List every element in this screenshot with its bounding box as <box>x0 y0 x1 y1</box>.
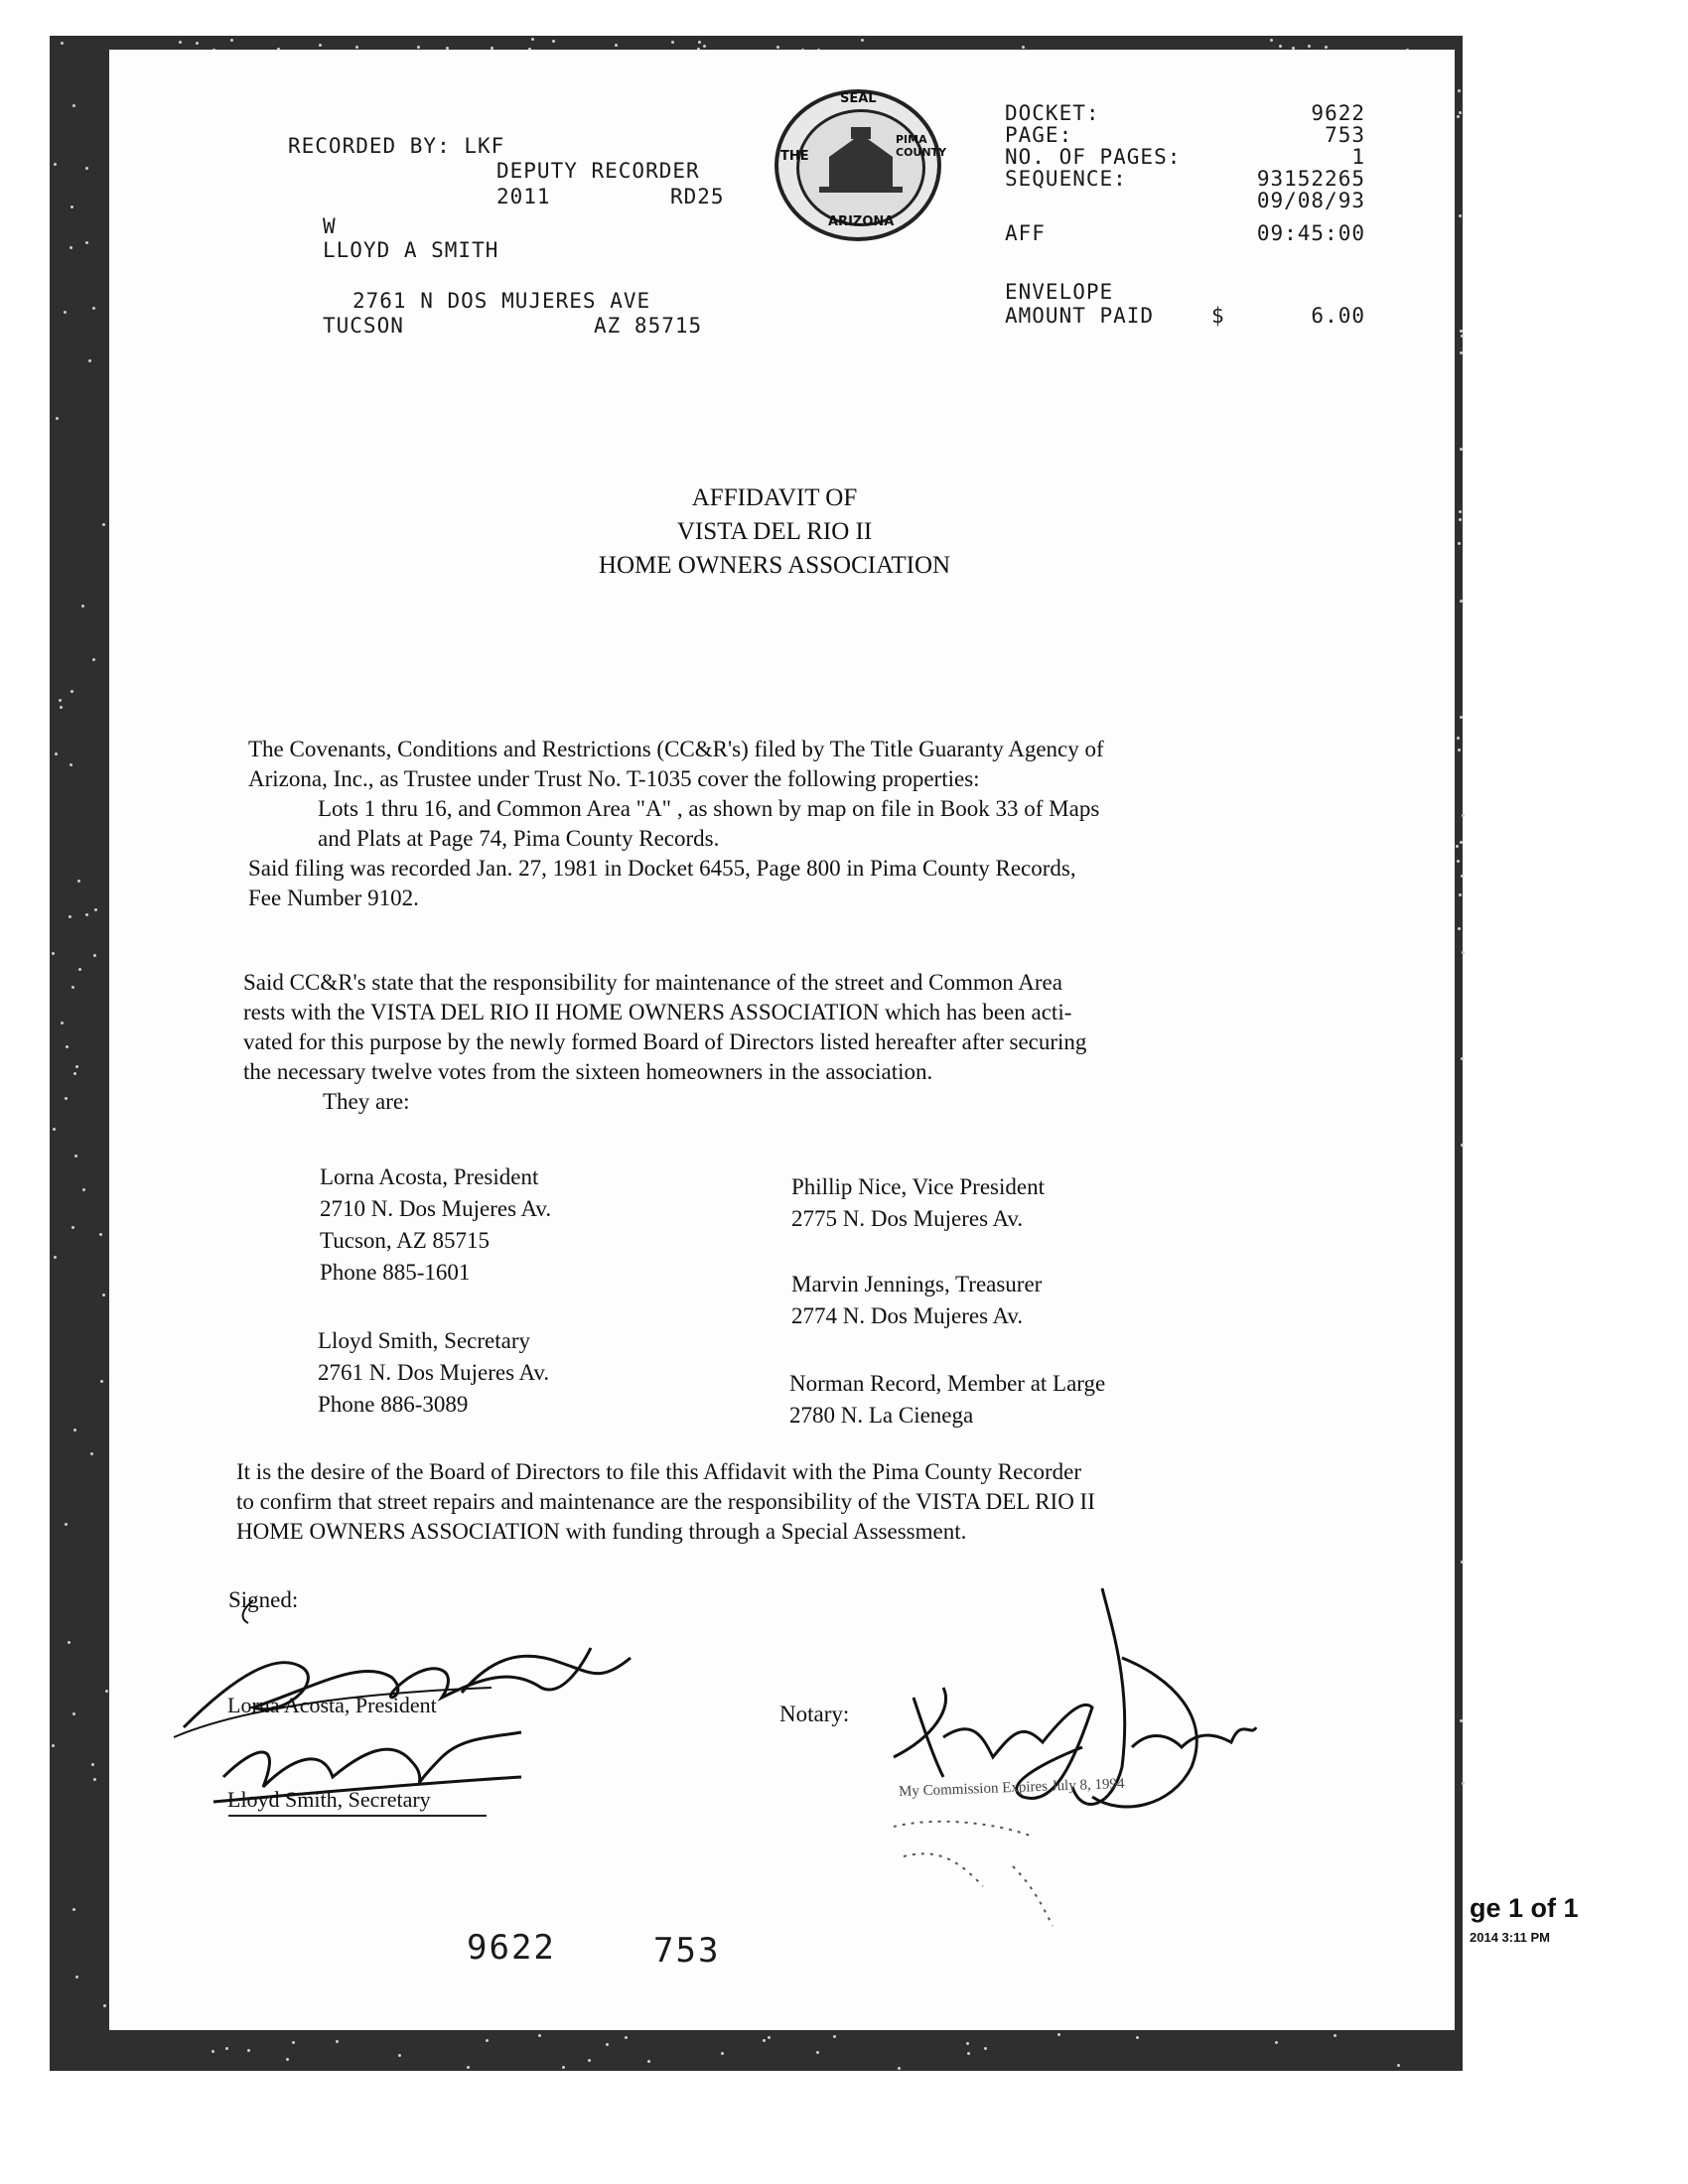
scan-speck <box>1462 1782 1465 1785</box>
scan-speck <box>625 2036 628 2039</box>
scan-speck <box>230 39 233 42</box>
no-of-pages-value: 1 <box>1351 145 1365 169</box>
recorded-state-zip: AZ 85715 <box>594 314 703 338</box>
scan-speck <box>703 45 706 48</box>
p1-line-3: Lots 1 thru 16, and Common Area "A" , as shown by map on file in Book 33 of Maps <box>318 796 1100 821</box>
scan-speck <box>763 2039 766 2042</box>
title-line-3: HOME OWNERS ASSOCIATION <box>598 552 951 579</box>
record-time: 09:45:00 <box>1256 221 1365 245</box>
paragraph-1 <box>248 735 1104 913</box>
amount-paid-label: AMOUNT PAID <box>1005 304 1155 328</box>
scan-speck <box>1462 951 1465 954</box>
scan-speck <box>55 752 58 755</box>
member-line: Phone 886-3089 <box>318 1392 469 1417</box>
p1-line-2: Arizona, Inc., as Trustee under Trust No. T-1035 cover the following properties: <box>248 766 980 791</box>
member-line: 2761 N. Dos Mujeres Av. <box>318 1360 550 1385</box>
member-line: Phone 885-1601 <box>320 1260 471 1285</box>
scan-speck <box>286 2058 289 2061</box>
scan-speck <box>1275 2041 1278 2044</box>
scan-speck <box>1459 111 1462 114</box>
p2-line-2: rests with the VISTA DEL RIO II HOME OWNERS ASSOCIATION which has been acti- <box>243 1000 1072 1024</box>
scan-speck <box>292 2041 295 2044</box>
signer-2-caption: Lloyd Smith, Secretary <box>227 1787 431 1812</box>
signer-1-caption: Lorna Acosta, President <box>227 1693 437 1717</box>
scan-speck <box>74 1155 77 1158</box>
scan-speck <box>72 1908 75 1911</box>
paragraph-2 <box>243 968 1086 1117</box>
seal-emblem <box>799 112 922 223</box>
aff-label: AFF <box>1005 221 1046 245</box>
scan-speck <box>1457 860 1460 863</box>
no-of-pages-label: NO. OF PAGES: <box>1005 145 1182 169</box>
scan-speck <box>1397 2064 1400 2067</box>
scan-speck <box>1325 46 1328 49</box>
scan-speck <box>1462 814 1465 817</box>
scan-speck <box>56 417 59 420</box>
recorded-address: 2761 N DOS MUJERES AVE <box>352 289 651 313</box>
p2-line-1: Said CC&R's state that the responsibility for maintenance of the street and Common Area <box>243 970 1062 995</box>
currency-symbol: $ <box>1211 304 1225 328</box>
recorded-by: RECORDED BY: LKF <box>288 134 505 158</box>
scan-speck <box>54 1256 57 1259</box>
seal-inner-ring <box>796 109 925 226</box>
scan-speck <box>538 2034 541 2037</box>
footer-docket: 9622 <box>467 1928 556 1968</box>
p1-line-1: The Covenants, Conditions and Restrictions (CC&R's) filed by The Title Guaranty Agency of <box>248 737 1104 761</box>
scan-speck <box>73 1429 76 1432</box>
member-line: Phillip Nice, Vice President <box>791 1174 1045 1199</box>
scan-speck <box>70 246 72 249</box>
signed-label: Signed: <box>228 1587 299 1612</box>
scan-speck <box>225 2047 228 2050</box>
header-w: W <box>323 214 337 238</box>
member-norman-record <box>789 1368 1105 1432</box>
scan-speck <box>92 658 95 661</box>
docket-label: DOCKET: <box>1005 101 1100 125</box>
scan-speck <box>671 41 674 44</box>
recorded-city: TUCSON <box>323 314 404 338</box>
title-line-2: VISTA DEL RIO II <box>676 518 873 545</box>
member-line: Lloyd Smith, Secretary <box>318 1328 530 1353</box>
scan-speck <box>54 163 57 166</box>
member-line: 2774 N. Dos Mujeres Av. <box>791 1303 1024 1328</box>
p3-line-1: It is the desire of the Board of Directors to file this Affidavit with the Pima County Recorder <box>236 1459 1082 1484</box>
scan-speck <box>1461 1144 1464 1147</box>
seal-text-left: THE <box>780 149 809 164</box>
county-seal <box>774 89 947 241</box>
scan-speck <box>552 40 555 43</box>
docket-value: 9622 <box>1311 101 1365 125</box>
p2-line-5: They are: <box>323 1089 410 1114</box>
scan-speck <box>53 1128 56 1131</box>
scan-speck <box>1458 927 1461 930</box>
deputy-recorder: DEPUTY RECORDER <box>496 159 700 183</box>
scan-speck <box>336 2040 339 2043</box>
amount-paid-value: 6.00 <box>1311 304 1365 328</box>
seal-text-bottom: ARIZONA <box>828 214 895 229</box>
seal-text-right: PIMA COUNTY <box>896 133 947 159</box>
scan-speck <box>1461 875 1464 878</box>
scan-speck <box>1460 841 1463 844</box>
scan-speck <box>65 1523 68 1526</box>
scan-speck <box>1461 1561 1464 1564</box>
member-line: 2775 N. Dos Mujeres Av. <box>791 1206 1024 1231</box>
member-line: 2780 N. La Cienega <box>789 1403 974 1428</box>
page-label: PAGE: <box>1005 123 1073 147</box>
scan-speck <box>85 241 88 244</box>
scan-speck <box>71 1226 74 1229</box>
scan-speck <box>61 42 64 45</box>
page-indicator: ge 1 of 1 <box>1470 1893 1579 1923</box>
scan-speck <box>102 1294 105 1297</box>
member-line: Marvin Jennings, Treasurer <box>791 1272 1043 1297</box>
notary-signature-marks <box>874 1569 1271 1946</box>
page-value: 753 <box>1325 123 1365 147</box>
scan-speck <box>1461 1057 1464 1060</box>
member-line: 2710 N. Dos Mujeres Av. <box>320 1196 552 1221</box>
p1-line-5: Said filing was recorded Jan. 27, 1981 in Docket 6455, Page 800 in Pima County Records, <box>248 856 1076 881</box>
scan-speck <box>1460 716 1463 719</box>
recorder-code-right: RD25 <box>670 185 725 208</box>
scan-speck <box>196 42 199 45</box>
record-date: 09/08/93 <box>1256 189 1365 212</box>
scan-speck <box>81 605 84 608</box>
sequence-label: SEQUENCE: <box>1005 167 1127 191</box>
document-title <box>0 481 1549 583</box>
scan-speck <box>1459 214 1462 217</box>
scan-speck <box>71 986 74 989</box>
scan-speck <box>61 1022 64 1024</box>
scan-speck <box>984 2047 987 2050</box>
scan-speck <box>1461 335 1464 338</box>
scan-speck <box>93 954 96 957</box>
scan-speck <box>105 1690 108 1693</box>
scan-speck <box>82 1188 85 1191</box>
sequence-value: 93152265 <box>1256 167 1365 191</box>
p3-line-3: HOME OWNERS ASSOCIATION with funding through a Special Assessment. <box>236 1519 967 1544</box>
p2-line-4: the necessary twelve votes from the sixteen homeowners in the association. <box>243 1059 933 1084</box>
scan-speck <box>92 307 95 310</box>
envelope-label: ENVELOPE <box>1005 280 1114 304</box>
scan-speck <box>398 2054 401 2057</box>
p1-line-4: and Plats at Page 74, Pima County Records. <box>318 826 720 851</box>
member-lloyd-smith <box>318 1325 549 1421</box>
member-line: Tucson, AZ 85715 <box>320 1228 491 1253</box>
scan-speck <box>562 2066 565 2069</box>
seal-text-top: SEAL <box>840 91 877 106</box>
recorded-name: LLOYD A SMITH <box>323 238 499 262</box>
scan-speck <box>1458 89 1461 92</box>
scan-speck <box>103 2004 106 2007</box>
scan-speck <box>1279 45 1282 48</box>
print-timestamp: 2014 3:11 PM <box>1470 1930 1550 1945</box>
member-marvin-jennings <box>791 1269 1042 1332</box>
recorder-code-left: 2011 <box>496 185 551 208</box>
title-line-1: AFFIDAVIT OF <box>691 484 858 511</box>
p3-line-2: to confirm that street repairs and maintenance are the responsibility of the VISTA DEL RIO II <box>236 1489 1095 1514</box>
scan-speck <box>1136 2036 1139 2039</box>
p1-line-6: Fee Number 9102. <box>248 886 419 910</box>
paragraph-3 <box>236 1457 1095 1547</box>
member-phillip-nice <box>791 1171 1045 1235</box>
footer-page: 753 <box>653 1931 721 1971</box>
member-line: Lorna Acosta, President <box>320 1164 539 1189</box>
member-lorna-acosta <box>320 1161 551 1289</box>
scan-speck <box>1460 1719 1463 1722</box>
member-line: Norman Record, Member at Large <box>789 1371 1106 1396</box>
notary-label: Notary: <box>779 1702 850 1726</box>
signature-line <box>228 1815 487 1817</box>
scan-speck <box>898 2067 901 2070</box>
scan-speck <box>1308 45 1311 48</box>
p2-line-3: vated for this purpose by the newly formed Board of Directors listed hereafter after securing <box>243 1029 1087 1054</box>
notary-commission-stamp: My Commission Expires July 8, 1994 <box>898 1776 1125 1800</box>
